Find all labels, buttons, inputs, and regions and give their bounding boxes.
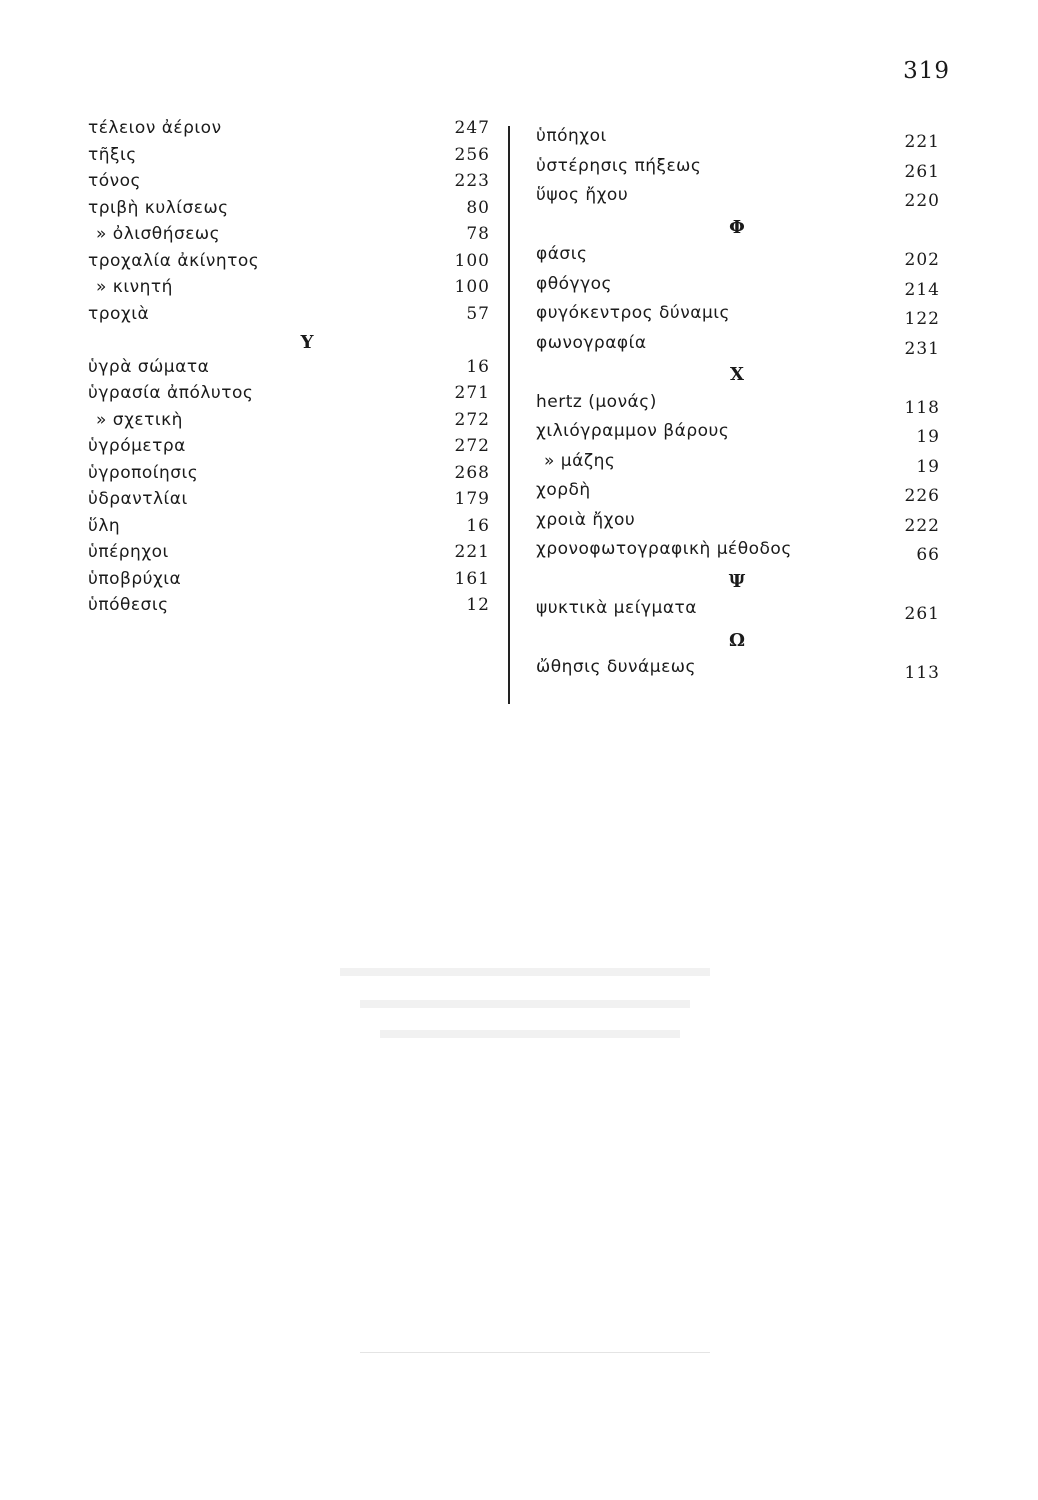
index-entry — [88, 569, 490, 595]
index-entry — [536, 657, 940, 683]
index-term: ὑγρὰ σώματα — [88, 356, 210, 377]
index-term: χρονοφωτογραφικὴ μέθοδος — [536, 539, 792, 559]
index-entry — [88, 357, 490, 383]
index-entry — [88, 595, 490, 621]
index-term: » ὀλισθήσεως — [96, 224, 221, 244]
index-term: hertz (μονάς) — [536, 391, 657, 412]
index-entry — [88, 171, 490, 197]
index-entry — [88, 145, 490, 171]
index-entry — [536, 185, 940, 211]
index-term: φυγόκεντρος δύναμις — [536, 303, 731, 323]
index-page-number: 78 — [466, 224, 490, 244]
index-term: τριβὴ κυλίσεως — [88, 197, 229, 218]
index-term: ὑγρασία ἀπόλυτος — [88, 383, 254, 403]
index-entry — [88, 198, 490, 224]
index-page-number: 214 — [904, 279, 940, 300]
index-entry — [536, 244, 940, 270]
index-term: » σχετικὴ — [96, 409, 183, 430]
index-entry — [88, 516, 490, 542]
index-page-number: 226 — [904, 486, 940, 506]
index-entry — [88, 224, 490, 250]
index-page-number: 272 — [454, 409, 490, 430]
index-term: ὑπόηχοι — [536, 126, 607, 146]
index-page-number: 256 — [454, 144, 490, 165]
index-entry — [536, 333, 940, 359]
index-entry — [88, 383, 490, 409]
column-divider — [508, 126, 510, 704]
index-letter-heading: Ω — [728, 629, 746, 651]
index-term: ὕψος ἤχου — [536, 185, 629, 205]
index-page-number: 221 — [904, 132, 940, 152]
index-term: τόνος — [88, 171, 142, 191]
index-page-number: 202 — [904, 250, 940, 270]
index-entry — [88, 118, 490, 144]
index-page-number: 19 — [916, 456, 940, 477]
index-entry — [88, 304, 490, 330]
index-term: ὑποβρύχια — [88, 568, 182, 589]
index-page-number: 16 — [466, 515, 490, 536]
page-number: 319 — [903, 58, 950, 84]
index-page-number: 100 — [454, 277, 490, 297]
index-page-number: 272 — [454, 436, 490, 456]
index-entry — [536, 421, 940, 447]
index-entry — [536, 539, 940, 565]
show-through-smudge — [340, 968, 710, 976]
index-page-number: 113 — [904, 663, 940, 683]
index-page-number: 179 — [454, 489, 490, 509]
index-term: ὑδραντλίαι — [88, 489, 188, 509]
index-term: ὑπέρηχοι — [88, 542, 169, 562]
index-entry — [536, 126, 940, 152]
index-entry — [536, 156, 940, 182]
index-page-number: 220 — [904, 191, 940, 211]
index-entry — [536, 303, 940, 329]
index-term: ὑγρόμετρα — [88, 436, 186, 456]
index-entry — [88, 410, 490, 436]
index-entry — [536, 392, 940, 418]
index-term: ψυκτικὰ μείγματα — [536, 598, 697, 618]
index-term: χροιὰ ἤχου — [536, 509, 636, 530]
index-page-number: 66 — [916, 545, 940, 565]
index-page-number: 222 — [904, 515, 940, 536]
index-term: ὑστέρησις πήξεως — [536, 155, 702, 176]
index-page-number: 161 — [454, 568, 490, 589]
index-term: τέλειον ἀέριον — [88, 118, 222, 138]
index-term: χιλιόγραμμον βάρους — [536, 421, 730, 441]
index-entry — [88, 277, 490, 303]
index-page-number: 122 — [904, 309, 940, 329]
index-page-number: 247 — [454, 118, 490, 138]
index-page-number: 19 — [916, 427, 940, 447]
index-term: χορδὴ — [536, 480, 591, 500]
index-entry — [536, 510, 940, 536]
index-letter-heading: Χ — [730, 364, 744, 385]
show-through-smudge — [380, 1030, 680, 1038]
index-page-number: 231 — [904, 338, 940, 359]
index-term: ὑγροποίησις — [88, 462, 199, 483]
index-page-number: 271 — [454, 383, 490, 403]
index-entry — [88, 489, 490, 515]
index-entry — [88, 436, 490, 462]
index-entry — [536, 451, 940, 477]
index-term: φάσις — [536, 244, 588, 264]
index-term: τροχαλία ἀκίνητος — [88, 250, 260, 271]
index-entry — [88, 542, 490, 568]
index-entry — [536, 274, 940, 300]
index-term: φωνογραφία — [536, 332, 647, 353]
index-term: φθόγγος — [536, 273, 613, 294]
index-entry — [88, 251, 490, 277]
index-page-number: 261 — [904, 161, 940, 182]
index-letter-heading: Υ — [300, 332, 314, 353]
index-term: ὕλη — [88, 515, 121, 536]
show-through-smudge — [360, 1000, 690, 1008]
index-page-number: 118 — [904, 397, 940, 418]
index-page-number: 16 — [466, 356, 490, 377]
index-letter-heading: Ψ — [728, 570, 746, 592]
index-entry — [536, 598, 940, 624]
index-letter-heading: Φ — [729, 216, 745, 238]
index-page-number: 261 — [904, 604, 940, 624]
index-page-number: 221 — [454, 542, 490, 562]
index-page-number: 100 — [454, 250, 490, 271]
index-term: » μάζης — [544, 450, 616, 471]
index-term: τῆξις — [88, 144, 137, 165]
index-term: ὑπόθεσις — [88, 595, 169, 615]
index-page-number: 12 — [466, 595, 490, 615]
index-entry — [88, 463, 490, 489]
imprint-rule — [360, 1352, 710, 1353]
index-page-number: 57 — [466, 303, 490, 324]
index-term: » κινητή — [96, 277, 173, 297]
index-page-number: 80 — [466, 197, 490, 218]
index-page-number: 268 — [454, 462, 490, 483]
index-page-number: 223 — [454, 171, 490, 191]
index-term: τροχιὰ — [88, 303, 150, 324]
index-term: ὤθησις δυνάμεως — [536, 657, 696, 677]
index-entry — [536, 480, 940, 506]
